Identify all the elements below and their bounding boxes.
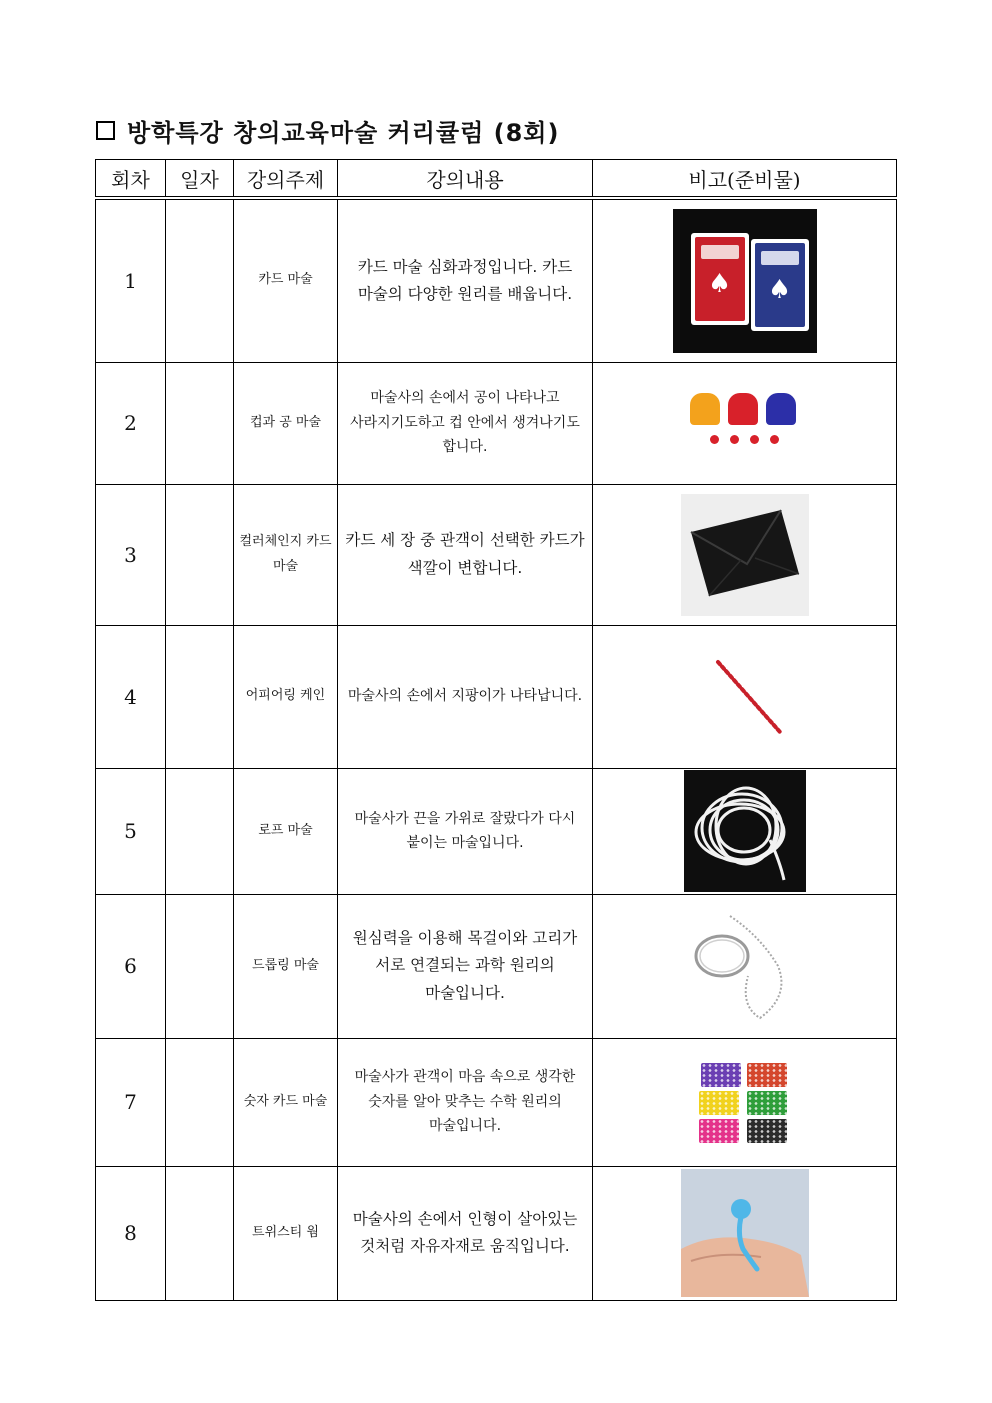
note-cell [593, 1038, 897, 1166]
twisty-worm-image [681, 1169, 809, 1297]
content-cell: 마술사의 손에서 공이 나타나고 사라지기도하고 컵 안에서 생겨나기도 합니다. [338, 362, 593, 484]
date-cell [166, 484, 234, 625]
session-number: 2 [96, 362, 166, 484]
note-cell [593, 768, 897, 894]
curriculum-table [95, 159, 897, 1301]
date-cell [166, 894, 234, 1038]
number-cards-image [695, 1057, 795, 1147]
content-cell: 카드 마술 심화과정입니다. 카드 마술의 다양한 원리를 배웁니다. [338, 198, 593, 362]
table-row [96, 198, 897, 362]
appearing-cane-image [690, 652, 800, 742]
table-row [96, 1038, 897, 1166]
content-cell: 카드 세 장 중 관객이 선택한 카드가 색깔이 변합니다. [338, 484, 593, 625]
session-number: 8 [96, 1166, 166, 1300]
checkbox-square-icon [96, 121, 115, 140]
cups-and-balls-image [680, 391, 810, 455]
table-row [96, 484, 897, 625]
content-cell: 마술사의 손에서 인형이 살아있는 것처럼 자유자재로 움직입니다. [338, 1166, 593, 1300]
date-cell [166, 198, 234, 362]
note-cell [593, 894, 897, 1038]
envelope-image [681, 494, 809, 616]
session-number: 4 [96, 625, 166, 768]
content-cell: 마술사가 관객이 마음 속으로 생각한 숫자를 알아 맞추는 수학 원리의 마술입니다. [338, 1038, 593, 1166]
topic-cell: 컵과 공 마술 [234, 362, 338, 484]
session-number: 3 [96, 484, 166, 625]
header-row [96, 160, 897, 199]
note-cell [593, 484, 897, 625]
ring-and-chain-image [690, 906, 800, 1026]
table-row [96, 768, 897, 894]
content-cell: 마술사의 손에서 지팡이가 나타납니다. [338, 625, 593, 768]
header-content: 강의내용 [338, 160, 593, 199]
playing-cards-image: ♠ ♠ [673, 209, 817, 353]
session-number: 1 [96, 198, 166, 362]
rope-image [684, 770, 806, 892]
date-cell [166, 768, 234, 894]
note-cell [593, 362, 897, 484]
content-cell: 원심력을 이용해 목걸이와 고리가 서로 연결되는 과학 원리의 마술입니다. [338, 894, 593, 1038]
session-number: 7 [96, 1038, 166, 1166]
session-number: 5 [96, 768, 166, 894]
topic-cell: 컬러체인지 카드 마술 [234, 484, 338, 625]
date-cell [166, 1166, 234, 1300]
date-cell [166, 362, 234, 484]
note-cell [593, 1166, 897, 1300]
topic-cell: 숫자 카드 마술 [234, 1038, 338, 1166]
note-cell [593, 198, 897, 362]
header-date: 일자 [166, 160, 234, 199]
table-row [96, 1166, 897, 1300]
topic-cell: 트위스티 웜 [234, 1166, 338, 1300]
date-cell [166, 1038, 234, 1166]
table-row [96, 894, 897, 1038]
header-session: 회차 [96, 160, 166, 199]
page-title [96, 112, 559, 148]
header-topic: 강의주제 [234, 160, 338, 199]
topic-cell: 카드 마술 [234, 198, 338, 362]
title-text: 방학특강 창의교육마술 커리큘럼 (8회) [127, 118, 560, 147]
topic-cell: 드롭링 마술 [234, 894, 338, 1038]
date-cell [166, 625, 234, 768]
session-number: 6 [96, 894, 166, 1038]
topic-cell: 로프 마술 [234, 768, 338, 894]
table-row [96, 625, 897, 768]
note-cell [593, 625, 897, 768]
content-cell: 마술사가 끈을 가위로 잘랐다가 다시 붙이는 마술입니다. [338, 768, 593, 894]
table-row [96, 362, 897, 484]
topic-cell: 어피어링 케인 [234, 625, 338, 768]
header-note: 비고(준비물) [593, 160, 897, 199]
